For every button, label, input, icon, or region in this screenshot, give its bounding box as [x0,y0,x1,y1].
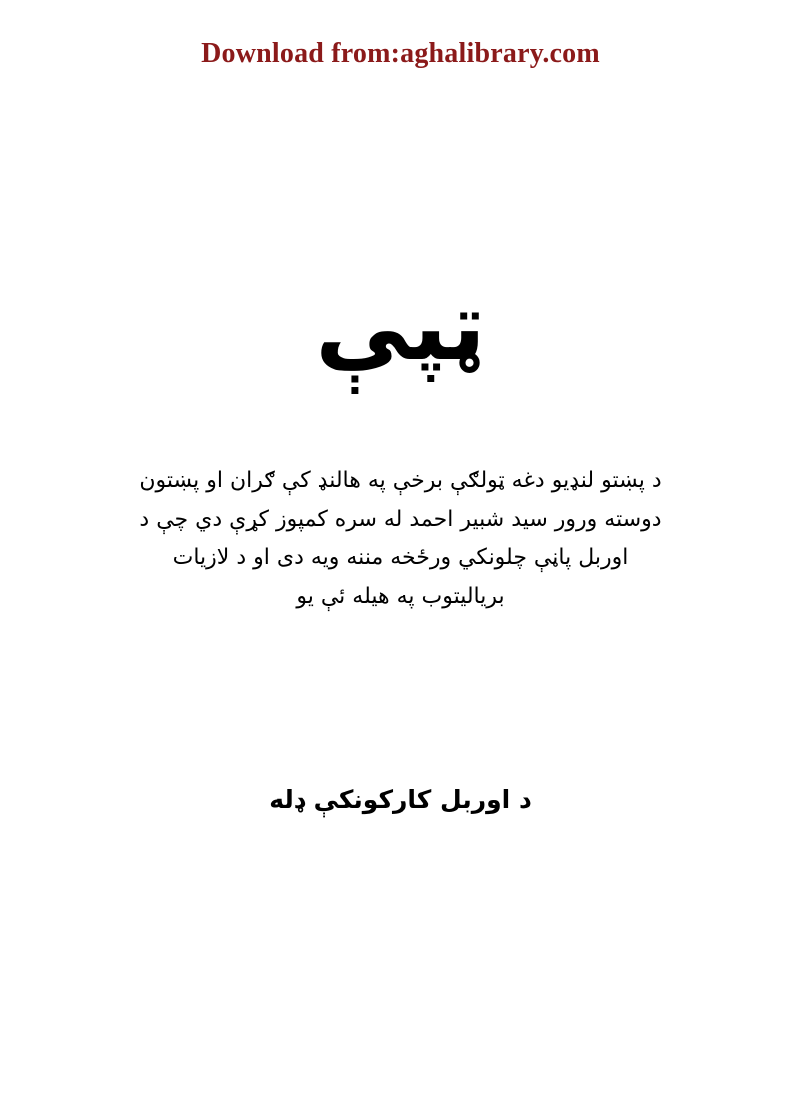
subtitle-line: د پښتو لنډيو دغه ټولګې برخې په هالنډ کې ګران او پښتون [139,468,662,493]
subtitle-line: اوربل پاڼې چلونکي ورځخه مننه ويه دی او د لازيات [172,545,629,570]
book-title: ټپې [315,272,486,382]
book-subtitle [70,462,731,616]
publisher-credit: د اوربل کارکونکې ډله [269,785,532,814]
download-watermark: Download from:aghalibrary.com [201,38,600,69]
subtitle-line: برياليتوب په هيله ئې يو [296,583,505,609]
subtitle-line: دوسته ورور سيد شبير احمد له سره کمپوز کړې دي چې د [139,506,662,532]
